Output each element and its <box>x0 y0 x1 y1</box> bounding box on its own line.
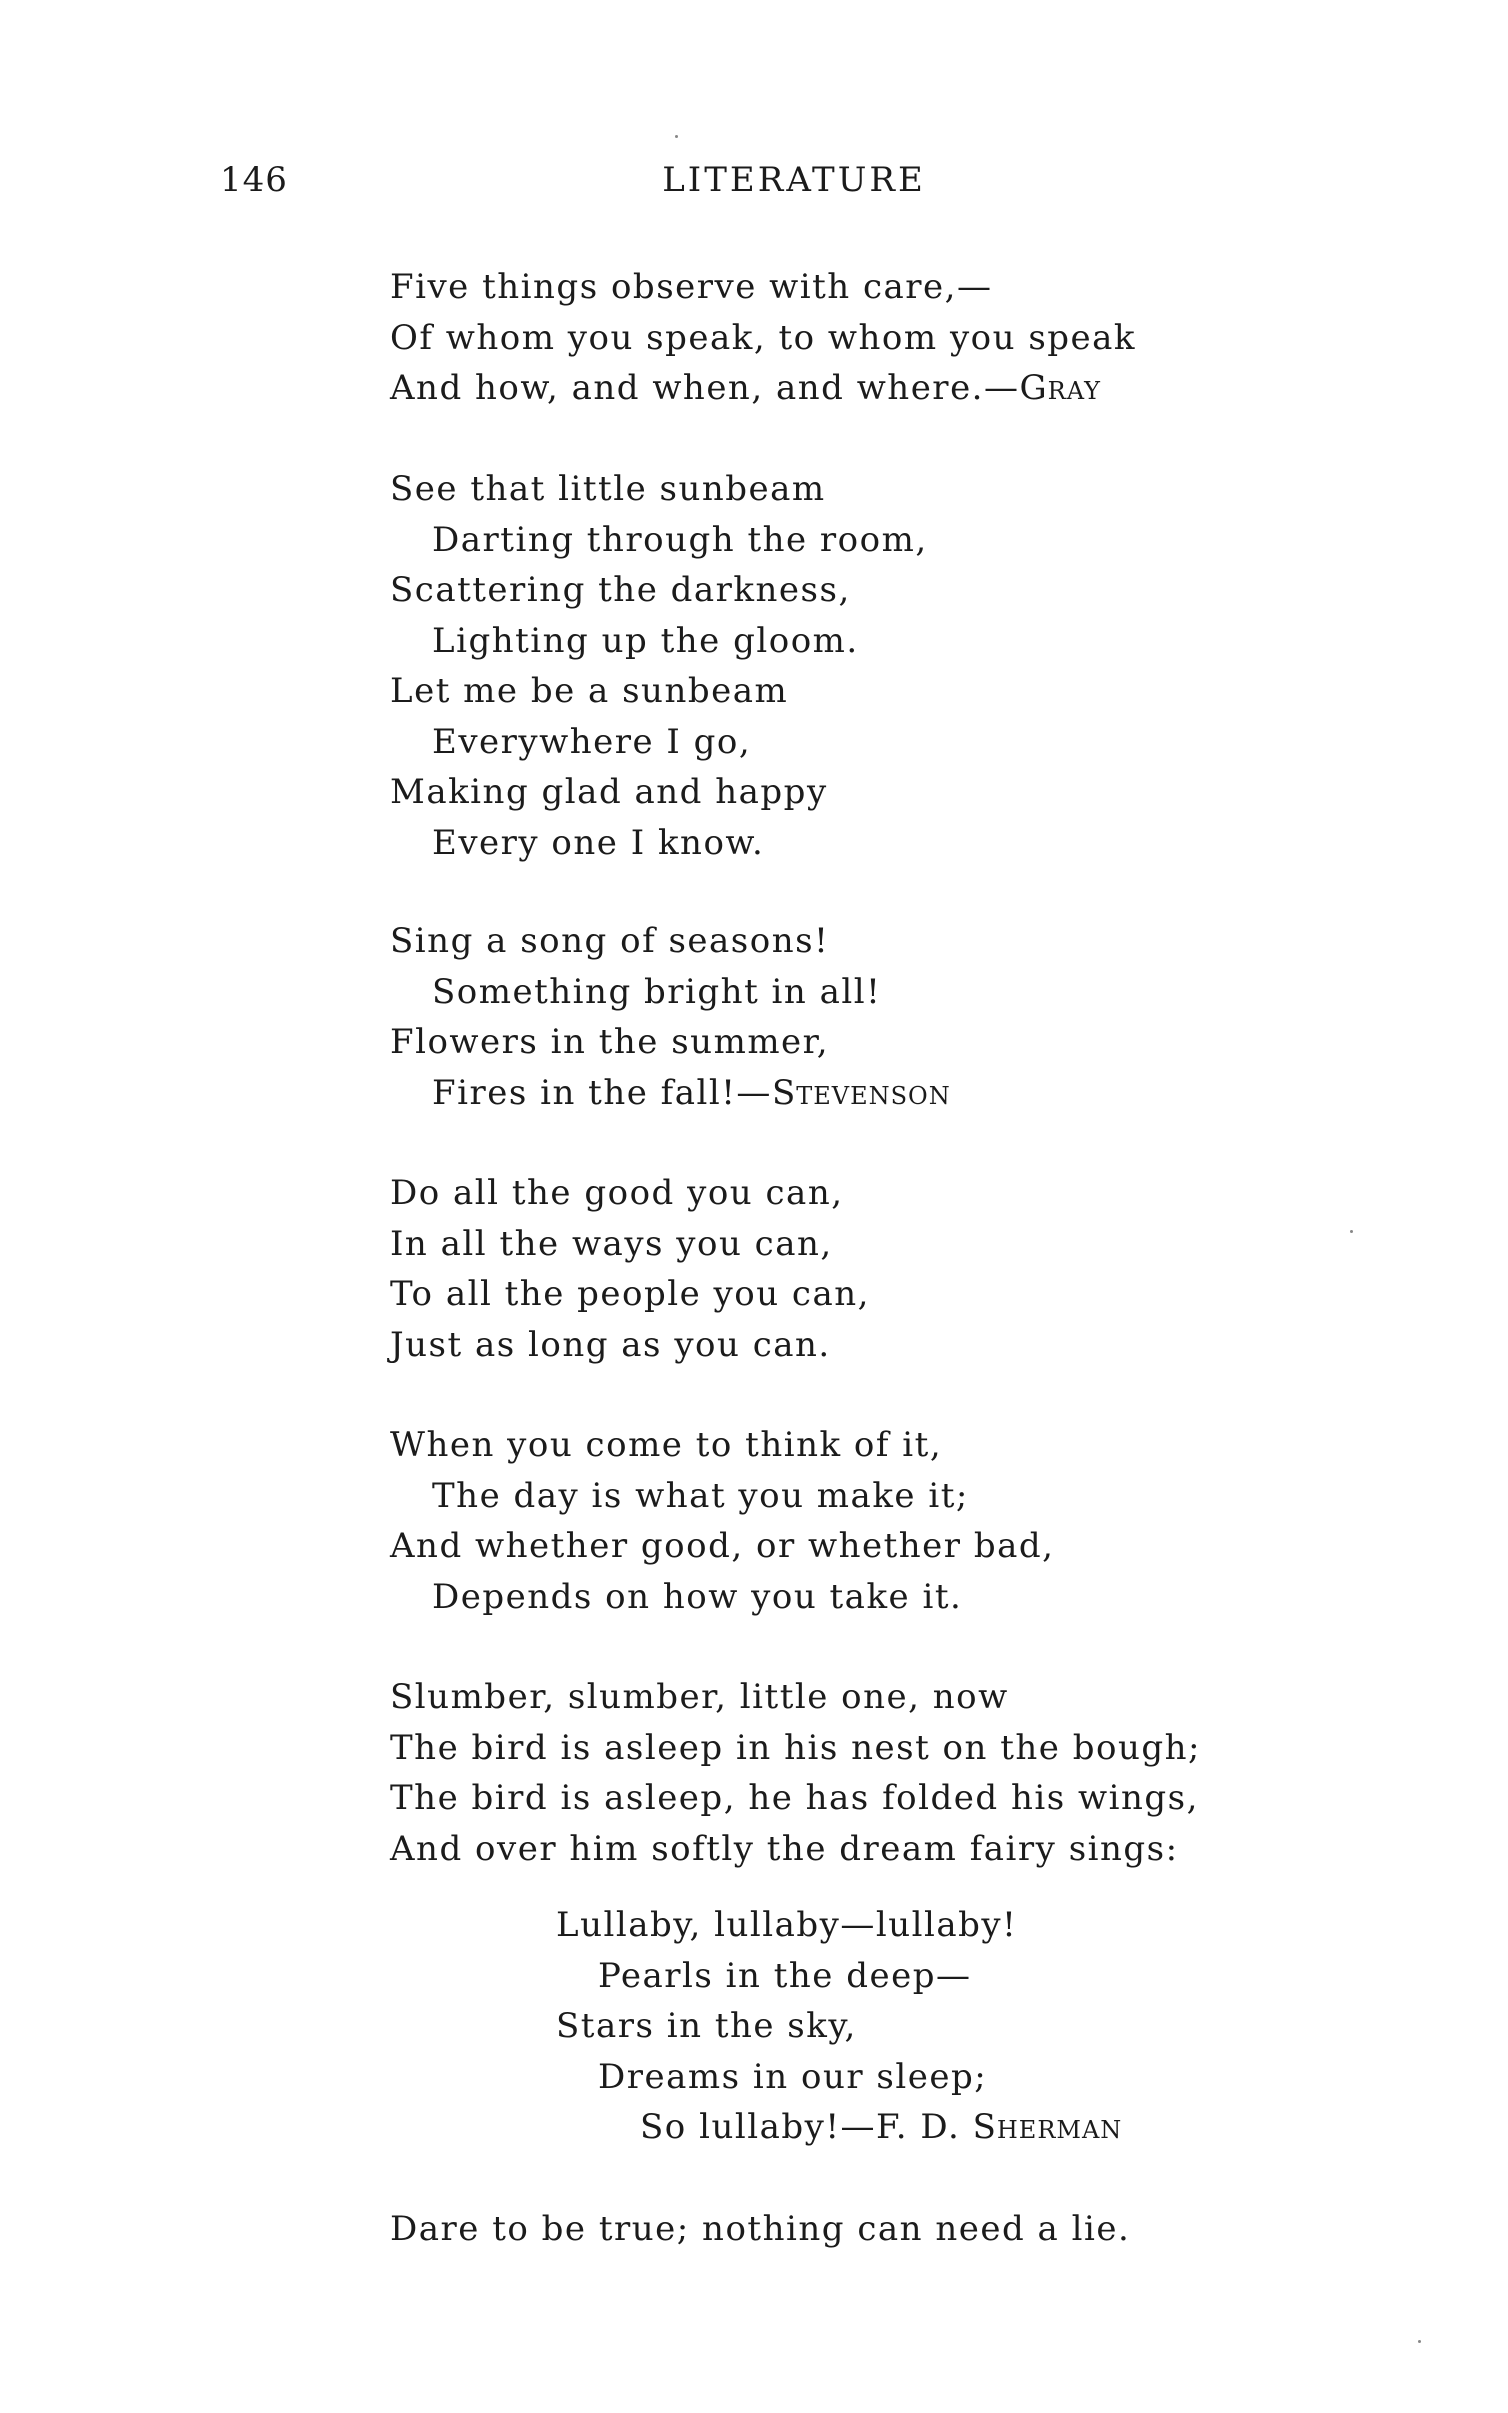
attribution: Stevenson <box>771 1072 951 1113</box>
poem-line: Slumber, slumber, little one, now <box>390 1677 1009 1717</box>
poem-line: Just as long as you can. <box>390 1324 831 1365</box>
stanza-the-day <box>390 1420 1054 1622</box>
poem-line: And over him softly the dream fairy sings: <box>390 1828 1179 1869</box>
poem-line: Every one I know. <box>432 822 765 863</box>
poem-line-text: Fires in the fall!— <box>432 1072 772 1113</box>
stanza-seasons <box>390 916 951 1118</box>
poem-line: Making glad and happy <box>390 772 828 812</box>
attribution: Sherman <box>972 2107 1123 2147</box>
poem-line: The bird is asleep in his nest on the bough; <box>390 1727 1201 1768</box>
poem-line: Everywhere I go, <box>432 721 752 762</box>
poem-line: Let me be a sunbeam <box>390 671 789 711</box>
poem-line: See that little sunbeam <box>390 469 826 509</box>
scan-speck <box>675 135 678 138</box>
scan-speck <box>1418 2340 1421 2343</box>
page-number: 146 <box>220 160 288 200</box>
poem-line: Scattering the darkness, <box>390 570 851 610</box>
poem-line <box>390 363 1136 414</box>
stanza-lullaby <box>556 1900 1122 2153</box>
scan-speck <box>1350 1230 1353 1233</box>
attribution: Gray <box>1019 368 1101 408</box>
poem-line: And whether good, or whether bad, <box>390 1526 1055 1566</box>
stanza-gray <box>390 262 1136 414</box>
poem-line: Stars in the sky, <box>556 2006 857 2046</box>
poem-line: Of whom you speak, to whom you speak <box>390 317 1137 358</box>
poem-line <box>390 1068 951 1119</box>
poem-line: Darting through the room, <box>432 519 928 560</box>
poem-line <box>556 2102 1122 2153</box>
poem-line: The bird is asleep, he has folded his wings, <box>390 1778 1199 1818</box>
poem-line: Lighting up the gloom. <box>432 620 859 661</box>
poem-line: Pearls in the deep— <box>598 1955 972 1996</box>
poem-line: To all the people you can, <box>390 1274 870 1314</box>
running-head: LITERATURE <box>662 160 926 200</box>
poem-line: Sing a song of seasons! <box>390 921 830 961</box>
poem-line: Flowers in the summer, <box>390 1022 830 1062</box>
poem-line-text: And how, and when, and where.— <box>390 368 1020 408</box>
poem-line: Dare to be true; nothing can need a lie. <box>390 2209 1131 2249</box>
stanza-sunbeam <box>390 464 928 868</box>
poem-line: Depends on how you take it. <box>432 1576 963 1617</box>
stanza-dare <box>390 2204 1130 2255</box>
poem-line: In all the ways you can, <box>390 1223 833 1264</box>
stanza-do-good <box>390 1168 870 1370</box>
poem-line: The day is what you make it; <box>432 1475 969 1516</box>
poem-line: Lullaby, lullaby—lullaby! <box>556 1905 1018 1945</box>
poem-line: Five things observe with care,— <box>390 267 993 307</box>
poem-line: When you come to think of it, <box>390 1425 943 1465</box>
stanza-slumber <box>390 1672 1201 1874</box>
poem-line-text: So lullaby!—F. D. <box>640 2107 973 2147</box>
poem-line: Something bright in all! <box>432 971 882 1012</box>
poem-line: Do all the good you can, <box>390 1173 844 1213</box>
poem-line: Dreams in our sleep; <box>598 2056 988 2097</box>
